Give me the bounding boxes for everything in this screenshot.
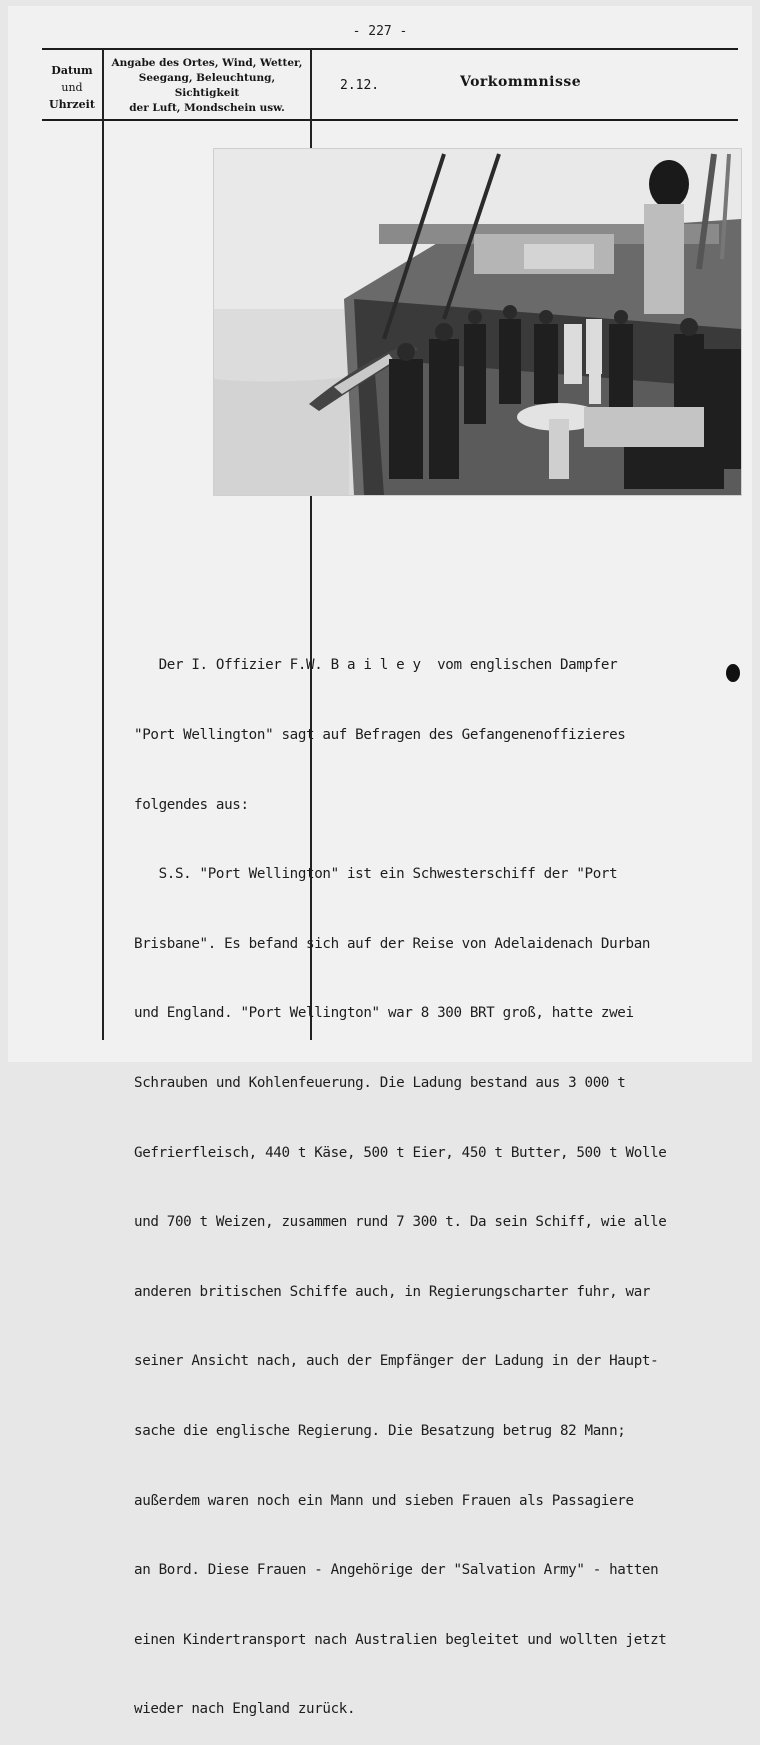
header-time-label: Uhrzeit xyxy=(49,98,95,111)
header-date-label: Datum xyxy=(51,64,93,77)
statement-line: folgendes aus: xyxy=(134,796,249,813)
statement-line: seiner Ansicht nach, auch der Empfänger der Ladung in der Haupt- xyxy=(134,1353,659,1370)
statement-line: Schrauben und Kohlenfeuerung. Die Ladung bestand aus 3 000 t xyxy=(134,1074,626,1091)
header-location-column xyxy=(106,56,308,116)
header-date-column xyxy=(44,62,100,113)
header-location-line-2: Seegang, Beleuchtung, Sichtigkeit xyxy=(138,72,276,99)
binder-punch-hole xyxy=(726,664,740,682)
statement-line: "Port Wellington" sagt auf Befragen des Gefangenenoffizieres xyxy=(134,727,626,743)
statement-line: Der I. Offizier F.W. B a i l e y vom englischen Dampfer xyxy=(134,657,618,674)
column-divider-date xyxy=(102,50,104,1040)
table-header-rule xyxy=(42,119,738,121)
statement-line: sache die englische Regierung. Die Besatzung betrug 82 Mann; xyxy=(134,1422,626,1439)
header-date-conjunction: und xyxy=(61,81,83,94)
page-number: - 227 - xyxy=(352,24,408,39)
statement-line: und 700 t Weizen, zusammen rund 7 300 t. Da sein Schiff, wie alle xyxy=(134,1214,667,1231)
header-location-line-3: der Luft, Mondschein usw. xyxy=(129,102,285,114)
ship-deck-photograph xyxy=(213,148,742,496)
statement-line: einen Kindertransport nach Australien begleitet und wollten jetzt xyxy=(134,1631,667,1648)
statement-line: Brisbane". Es befand sich auf der Reise von Adelaidenach Durban xyxy=(134,935,651,952)
table-top-rule xyxy=(42,48,738,50)
statement-line: anderen britischen Schiffe auch, in Regierungscharter fuhr, war xyxy=(134,1283,651,1300)
statement-line: S.S. "Port Wellington" ist ein Schwesterschiff der "Port xyxy=(134,866,618,883)
photo-graphic xyxy=(214,149,741,495)
statement-line: an Bord. Diese Frauen - Angehörige der "Salvation Army" - hatten xyxy=(134,1562,659,1579)
statement-line: außerdem waren noch ein Mann und sieben Frauen als Passagiere xyxy=(134,1492,634,1509)
statement-line: Gefrierfleisch, 440 t Käse, 500 t Eier, 450 t Butter, 500 t Wolle xyxy=(134,1144,667,1161)
header-location-line-1: Angabe des Ortes, Wind, Wetter, xyxy=(111,57,303,69)
statement-line: wieder nach England zurück. xyxy=(134,1701,356,1718)
header-events-column: Vorkommnisse xyxy=(460,74,582,90)
entry-date: 2.12. xyxy=(340,78,380,93)
statement-line: und England. "Port Wellington" war 8 300 BRT groß, hatte zwei xyxy=(134,1005,634,1022)
typewritten-statement xyxy=(134,608,754,1745)
